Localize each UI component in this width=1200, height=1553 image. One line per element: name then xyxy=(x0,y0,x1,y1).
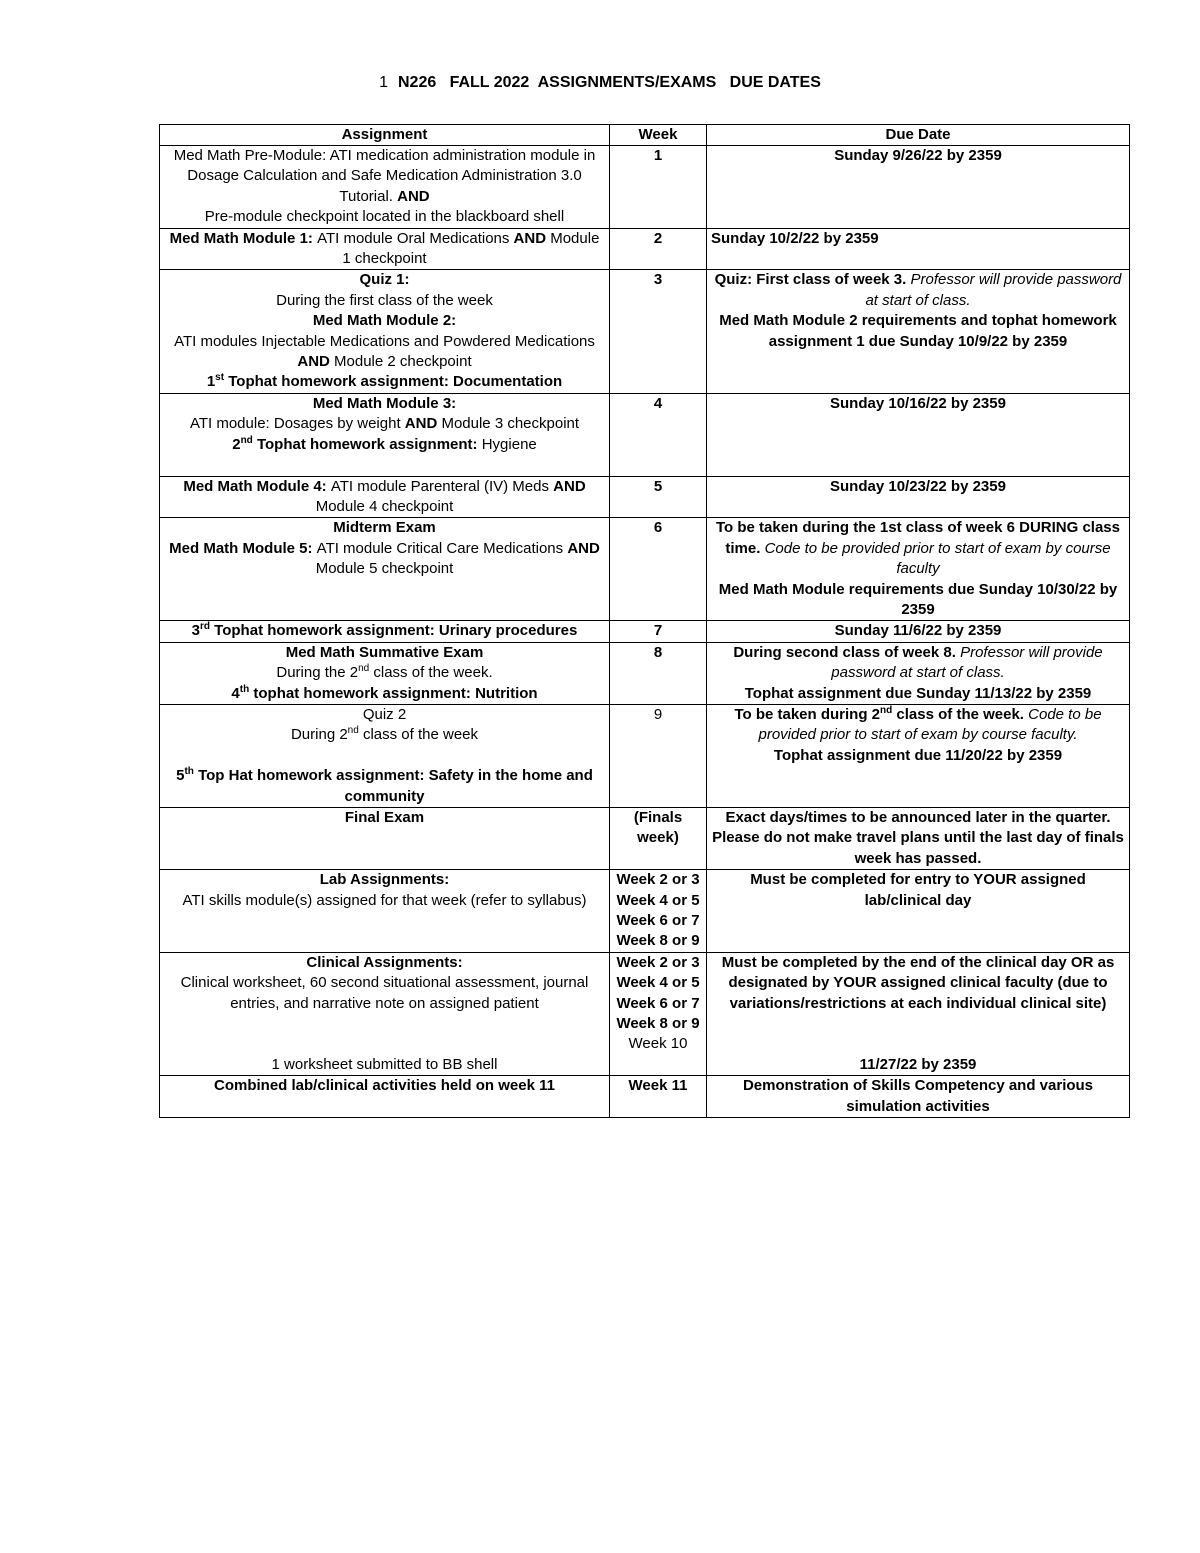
text-segment: ATI modules Injectable Medications and Powdered Medications xyxy=(174,332,595,350)
cell-line xyxy=(711,643,1125,684)
cell-line xyxy=(711,229,1125,249)
cell-line xyxy=(711,1034,1125,1054)
text-segment: Module 5 checkpoint xyxy=(315,560,454,578)
cell-line xyxy=(164,372,605,392)
due-date-cell xyxy=(707,518,1130,621)
due-date-cell xyxy=(707,808,1130,870)
assignment-cell xyxy=(160,642,610,704)
cell-line xyxy=(614,911,702,931)
text-segment: AND xyxy=(513,229,547,247)
due-date-cell xyxy=(707,870,1130,953)
cell-line xyxy=(164,808,605,828)
cell-line xyxy=(711,705,1125,746)
cell-line xyxy=(164,766,605,807)
text-segment xyxy=(382,456,386,473)
text-segment: nd xyxy=(880,704,893,716)
text-segment: 4 xyxy=(653,394,663,412)
cell-line xyxy=(164,146,605,207)
text-segment: Lab Assignments: xyxy=(319,871,450,889)
week-cell xyxy=(610,228,707,270)
text-segment: Week 8 or 9 xyxy=(616,932,700,950)
text-segment: Final Exam xyxy=(344,809,425,826)
text-segment: Med Math Module 5: xyxy=(169,539,317,557)
text-segment: Top Hat homework assignment: Safety in the home and community xyxy=(193,767,593,805)
cell-line xyxy=(711,870,1125,911)
cell-line xyxy=(711,621,1125,641)
text-segment: Tophat homework assignment: Urinary procedures xyxy=(210,622,578,640)
text-segment: Exact days/times to be announced later in the quarter. Please do not make travel plans until the last day of finals week has passed. xyxy=(712,809,1124,867)
text-segment: Module 1 checkpoint xyxy=(342,229,600,268)
cell-line xyxy=(164,455,605,475)
week-cell xyxy=(610,642,707,704)
week-cell xyxy=(610,870,707,953)
assignment-cell xyxy=(160,270,610,393)
cell-line xyxy=(164,1055,605,1075)
text-segment: rd xyxy=(200,621,211,633)
text-segment: class of the week. xyxy=(892,705,1029,723)
page-number: 1 xyxy=(379,74,388,91)
text-segment: 3 xyxy=(653,271,663,289)
text-segment: 2 xyxy=(232,435,241,453)
due-date-cell xyxy=(707,146,1130,229)
text-segment: 1 xyxy=(653,147,663,164)
cell-line xyxy=(164,394,605,414)
cell-line xyxy=(614,621,702,641)
table-row xyxy=(160,518,1130,621)
text-segment: Quiz 2 xyxy=(362,705,407,723)
text-segment: Sunday 9/26/22 by 2359 xyxy=(834,147,1002,164)
due-date-cell xyxy=(707,704,1130,807)
text-segment: Med Math Module 2: xyxy=(312,312,457,330)
assignment-cell xyxy=(160,808,610,870)
assignment-cell xyxy=(160,621,610,642)
cell-line xyxy=(711,270,1125,311)
cell-line xyxy=(614,146,702,166)
table-row xyxy=(160,228,1130,270)
cell-line xyxy=(164,207,605,227)
cell-line xyxy=(164,621,605,641)
cell-line xyxy=(614,953,702,973)
cell-line xyxy=(711,953,1125,1014)
table-row xyxy=(160,393,1130,476)
cell-line xyxy=(164,1034,605,1054)
week-cell xyxy=(610,146,707,229)
text-segment: Clinical Assignments: xyxy=(306,953,463,971)
text-segment: 3 xyxy=(191,622,201,640)
cell-line xyxy=(614,518,702,538)
cell-line xyxy=(164,435,605,455)
week-cell xyxy=(610,808,707,870)
cell-line xyxy=(164,270,605,290)
text-segment: st xyxy=(215,372,225,384)
text-segment: Week 2 or 3 xyxy=(616,953,700,971)
cell-line xyxy=(614,394,702,414)
text-segment: (Finals week) xyxy=(633,809,683,847)
assignment-cell xyxy=(160,518,610,621)
text-segment: Must be completed for entry to YOUR assigned lab/clinical day xyxy=(750,871,1086,909)
text-segment: Module 4 checkpoint xyxy=(315,497,454,515)
cell-line xyxy=(164,705,605,725)
text-segment: Combined lab/clinical activities held on week 11 xyxy=(214,1077,555,1095)
table-row xyxy=(160,146,1130,229)
text-segment: AND xyxy=(553,477,586,495)
cell-line xyxy=(614,643,702,663)
text-segment: Pre-module checkpoint located in the blackboard shell xyxy=(204,208,565,226)
text-segment: During the 2 xyxy=(276,664,359,682)
text-segment: ATI module Parenteral (IV) Meds xyxy=(330,477,554,495)
assignment-cell xyxy=(160,146,610,229)
due-date-cell xyxy=(707,621,1130,642)
text-segment: Module 3 checkpoint xyxy=(437,415,580,433)
cell-line xyxy=(614,994,702,1014)
text-segment: Demonstration of Skills Competency and various simulation activities xyxy=(742,1077,1094,1115)
cell-line xyxy=(164,229,605,270)
table-row xyxy=(160,952,1130,1075)
text-segment xyxy=(382,747,386,764)
due-date-cell xyxy=(707,642,1130,704)
cell-line xyxy=(164,725,605,745)
cell-line xyxy=(711,146,1125,166)
cell-line xyxy=(164,953,605,973)
text-segment: Module 2 checkpoint xyxy=(329,353,472,371)
table-header-row xyxy=(160,125,1130,146)
text-segment: th xyxy=(184,766,194,778)
table-row xyxy=(160,270,1130,393)
cell-line xyxy=(711,1076,1125,1117)
page-title xyxy=(0,74,1200,92)
cell-line xyxy=(614,1034,702,1054)
cell-line xyxy=(164,973,605,1014)
text-segment: 9 xyxy=(653,705,663,723)
cell-line xyxy=(614,891,702,911)
text-segment xyxy=(382,1015,386,1032)
cell-line xyxy=(711,684,1125,704)
text-segment: During second class of week 8. xyxy=(733,643,961,661)
assignment-cell xyxy=(160,228,610,270)
text-segment: Med Math Pre-Module: ATI medication administration module in Dosage Calculation and Safe Medication Administration 3.0 Tutorial. xyxy=(173,147,596,205)
cell-line xyxy=(164,870,605,890)
cell-line xyxy=(614,870,702,890)
text-segment: Midterm Exam xyxy=(333,519,436,537)
assignment-cell xyxy=(160,1076,610,1118)
table-row xyxy=(160,870,1130,953)
text-segment: class of the week. xyxy=(369,664,493,682)
header-due-date: Due Date xyxy=(707,125,1130,146)
text-segment: 7 xyxy=(653,622,663,640)
assignment-cell xyxy=(160,476,610,518)
cell-line xyxy=(164,518,605,538)
text-segment: Code to be provided prior to start of exam by course faculty xyxy=(764,539,1111,578)
text-segment: Clinical worksheet, 60 second situational assessment, journal entries, and narrative note on assigned patient xyxy=(180,974,589,1012)
cell-line xyxy=(164,1014,605,1034)
text-segment: AND xyxy=(397,187,430,205)
due-date-cell xyxy=(707,270,1130,393)
header-assignment: Assignment xyxy=(160,125,610,146)
cell-line xyxy=(711,746,1125,766)
cell-line xyxy=(164,291,605,311)
cell-line xyxy=(614,1076,702,1096)
text-segment: Week 10 xyxy=(628,1035,688,1053)
cell-line xyxy=(164,539,605,580)
cell-line xyxy=(711,477,1125,497)
due-date-cell xyxy=(707,476,1130,518)
cell-line xyxy=(164,414,605,434)
text-segment: Professor will provide password at start of class. xyxy=(831,643,1103,682)
cell-line xyxy=(164,684,605,704)
text-segment: 2 xyxy=(653,229,663,247)
due-date-cell xyxy=(707,952,1130,1075)
text-segment: ATI skills module(s) assigned for that week (refer to syllabus) xyxy=(182,891,587,909)
text-segment: Week 4 or 5 xyxy=(616,891,700,909)
text-segment: Week 2 or 3 xyxy=(616,871,700,889)
due-date-cell xyxy=(707,228,1130,270)
text-segment xyxy=(916,1035,920,1052)
text-segment: Quiz: First class of week 3. xyxy=(714,271,911,289)
text-segment: AND xyxy=(404,415,438,433)
cell-line xyxy=(164,1076,605,1096)
table-row xyxy=(160,808,1130,870)
week-cell xyxy=(610,704,707,807)
due-date-cell xyxy=(707,1076,1130,1118)
text-segment: Tophat homework assignment: Documentation xyxy=(224,373,563,391)
cell-line xyxy=(711,580,1125,621)
text-segment: th xyxy=(239,683,250,695)
text-segment: Must be completed by the end of the clinical day OR as designated by YOUR assigned clinical faculty (due to variations/restrictions at each individual clinical site) xyxy=(721,953,1115,1012)
table-body xyxy=(160,146,1130,1118)
text-segment: Sunday 10/23/22 by 2359 xyxy=(830,477,1006,495)
table-row xyxy=(160,476,1130,518)
table-row xyxy=(160,621,1130,642)
text-segment: Med Math Module requirements due Sunday 10/30/22 by 2359 xyxy=(718,580,1118,618)
text-segment: 11/27/22 by 2359 xyxy=(859,1055,977,1073)
text-segment: Tophat assignment due 11/20/22 by 2359 xyxy=(773,746,1063,764)
text-segment: During the first class of the week xyxy=(276,291,493,309)
week-cell xyxy=(610,621,707,642)
text-segment: Tophat homework assignment: xyxy=(252,435,478,453)
text-segment: Week 11 xyxy=(628,1077,688,1095)
table-row xyxy=(160,1076,1130,1118)
text-segment: ATI module Oral Medications xyxy=(317,229,514,247)
text-segment xyxy=(916,1015,920,1032)
text-segment: nd xyxy=(358,663,370,675)
cell-line xyxy=(711,1014,1125,1034)
week-cell xyxy=(610,518,707,621)
cell-line xyxy=(164,663,605,683)
week-cell xyxy=(610,270,707,393)
assignments-table xyxy=(159,124,1130,1118)
header-week: Week xyxy=(610,125,707,146)
text-segment: Tophat assignment due Sunday 11/13/22 by 2359 xyxy=(744,684,1092,702)
text-segment: Sunday 10/2/22 by 2359 xyxy=(711,229,879,247)
text-segment: Sunday 10/16/22 by 2359 xyxy=(830,394,1006,412)
text-segment: To be taken during the 1st class of week 6 DURING class time. xyxy=(715,519,1120,557)
text-segment: class of the week xyxy=(358,726,479,744)
text-segment: 8 xyxy=(653,643,663,661)
cell-line xyxy=(164,332,605,373)
text-segment: 1 worksheet submitted to BB shell xyxy=(271,1055,498,1073)
text-segment: 1 xyxy=(206,373,216,391)
text-segment: Med Math Summative Exam xyxy=(285,643,484,661)
text-segment xyxy=(382,1035,386,1052)
text-segment: Professor will provide password at start of class. xyxy=(865,271,1122,309)
text-segment: Med Math Module 4: xyxy=(183,477,331,495)
text-segment: 6 xyxy=(653,519,663,537)
text-segment: 5 xyxy=(176,767,185,785)
text-segment: 5 xyxy=(653,477,663,495)
text-segment: ATI module Critical Care Medications xyxy=(316,539,568,557)
week-cell xyxy=(610,1076,707,1118)
assignment-cell xyxy=(160,952,610,1075)
text-segment: Week 6 or 7 xyxy=(616,994,700,1012)
week-cell xyxy=(610,952,707,1075)
cell-line xyxy=(614,229,702,249)
text-segment: Week 8 or 9 xyxy=(616,1015,700,1033)
cell-line xyxy=(614,270,702,290)
cell-line xyxy=(614,705,702,725)
cell-line xyxy=(614,973,702,993)
text-segment: tophat homework assignment: Nutrition xyxy=(249,684,538,702)
text-segment: Hygiene xyxy=(477,435,537,453)
cell-line xyxy=(711,311,1125,352)
assignment-cell xyxy=(160,870,610,953)
text-segment: Med Math Module 2 requirements and tophat homework assignment 1 due Sunday 10/9/22 by 2359 xyxy=(719,312,1117,350)
cell-line xyxy=(711,394,1125,414)
week-cell xyxy=(610,393,707,476)
assignment-cell xyxy=(160,393,610,476)
text-segment: 4 xyxy=(231,684,240,702)
week-cell xyxy=(610,476,707,518)
table-row xyxy=(160,642,1130,704)
cell-line xyxy=(614,1014,702,1034)
due-date-cell xyxy=(707,393,1130,476)
text-segment: ATI module: Dosages by weight xyxy=(189,415,405,433)
cell-line xyxy=(164,477,605,518)
text-segment: During 2 xyxy=(290,726,348,744)
cell-line xyxy=(614,808,702,849)
text-segment: Med Math Module 3: xyxy=(312,394,457,412)
text-segment: Week 4 or 5 xyxy=(616,974,700,992)
text-segment: Sunday 11/6/22 by 2359 xyxy=(834,622,1002,640)
cell-line xyxy=(711,518,1125,579)
table-row xyxy=(160,704,1130,807)
cell-line xyxy=(164,311,605,331)
text-segment: nd xyxy=(240,434,253,446)
text-segment: AND xyxy=(297,353,330,371)
assignment-cell xyxy=(160,704,610,807)
text-segment: Code to be provided prior to start of exam by course faculty. xyxy=(758,705,1102,744)
text-segment: To be taken during 2 xyxy=(734,705,881,723)
text-segment: Med Math Module 1: xyxy=(169,229,318,247)
cell-line xyxy=(164,891,605,911)
text-segment: nd xyxy=(347,725,359,737)
cell-line xyxy=(164,746,605,766)
text-segment: AND xyxy=(567,539,600,557)
cell-line xyxy=(711,808,1125,869)
text-segment: Quiz 1: xyxy=(359,271,410,289)
cell-line xyxy=(614,931,702,951)
cell-line xyxy=(614,477,702,497)
cell-line xyxy=(711,1055,1125,1075)
page-title-text: N226 FALL 2022 ASSIGNMENTS/EXAMS DUE DATES xyxy=(397,74,821,91)
text-segment: Week 6 or 7 xyxy=(616,912,700,930)
cell-line xyxy=(164,643,605,663)
